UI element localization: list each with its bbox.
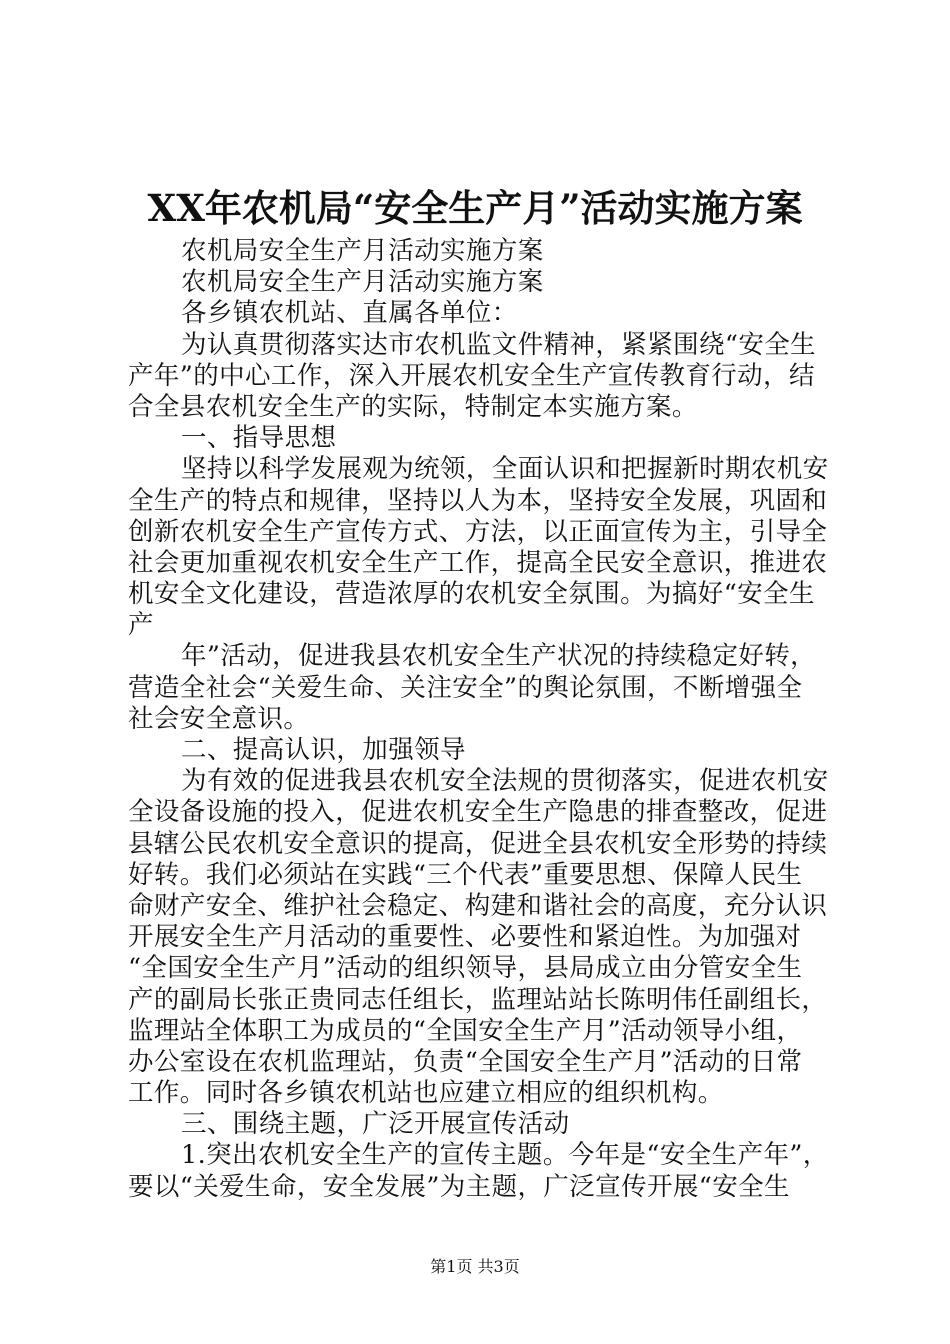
body-line: 农机局安全生产月活动实施方案 [181,236,544,266]
body-line: 创新农机安全生产宣传方式、方法，以正面宣传为主，引导全 [128,516,828,547]
body-line: 坚持以科学发展观为统领，全面认识和把握新时期农机安 [181,454,829,485]
body-line: 1.突出农机安全生产的宣传主题。今年是“安全生产年”， [181,1140,829,1171]
body-line: 社会更加重视农机安全生产工作，提高全民安全意识，推进农 [128,547,828,578]
page-number-footer: 第1页 共3页 [430,1257,520,1276]
section-heading: 三、围绕主题，广泛开展宣传活动 [181,1109,570,1140]
body-line: 要以“关爱生命，安全发展”为主题，广泛宣传开展“安全生 [128,1171,790,1202]
section-heading: 一、指导思想 [181,423,337,454]
body-line: 各乡镇农机站、直属各单位： [181,298,518,329]
body-line: 好转。我们必须站在实践“三个代表”重要思想、保障人民生 [128,859,803,890]
body-line: 营造全社会“关爱生命、关注安全”的舆论氛围，不断增强全 [128,672,803,703]
body-line: 县辖公民农机安全意识的提高，促进全县农机安全形势的持续 [128,828,828,859]
document-body [128,236,828,1203]
body-line: 机安全文化建设，营造浓厚的农机安全氛围。为搞好“安全生 [128,579,815,610]
body-line: 产年”的中心工作，深入开展农机安全生产宣传教育行动，结 [128,360,815,391]
body-line: “全国安全生产月”活动的组织领导，县局成立由分管安全生 [128,953,803,984]
body-line: 命财产安全、维护社会稳定、构建和谐社会的高度，充分认识 [128,890,828,921]
body-line: 开展安全生产月活动的重要性、必要性和紧迫性。为加强对 [128,922,802,953]
body-line: 合全县农机安全生产的实际，特制定本实施方案。 [128,391,698,422]
document-title: XX年农机局“安全生产月”活动实施方案 [147,186,803,230]
body-line: 为有效的促进我县农机安全法规的贯彻落实，促进农机安 [181,766,829,797]
body-line: 工作。同时各乡镇农机站也应建立相应的组织机构。 [128,1078,724,1109]
body-line: 社会安全意识。 [128,703,310,734]
body-line: 为认真贯彻落实达市农机监文件精神，紧紧围绕“安全生 [181,329,817,360]
body-line: 产 [128,610,154,641]
body-line: 产的副局长张正贵同志任组长，监理站站长陈明伟任副组长， [128,984,828,1015]
body-line: 办公室设在农机监理站，负责“全国安全生产月”活动的日常 [128,1046,803,1077]
body-line: 年”活动，促进我县农机安全生产状况的持续稳定好转， [181,641,817,672]
body-line: 全设备设施的投入，促进农机安全生产隐患的排查整改，促进 [128,797,828,828]
body-line: 监理站全体职工为成员的“全国安全生产月”活动领导小组， [128,1015,803,1046]
body-line: 农机局安全生产月活动实施方案 [181,267,544,298]
section-heading: 二、提高认识，加强领导 [181,735,466,765]
body-line: 全生产的特点和规律，坚持以人为本，坚持安全发展，巩固和 [128,485,828,516]
